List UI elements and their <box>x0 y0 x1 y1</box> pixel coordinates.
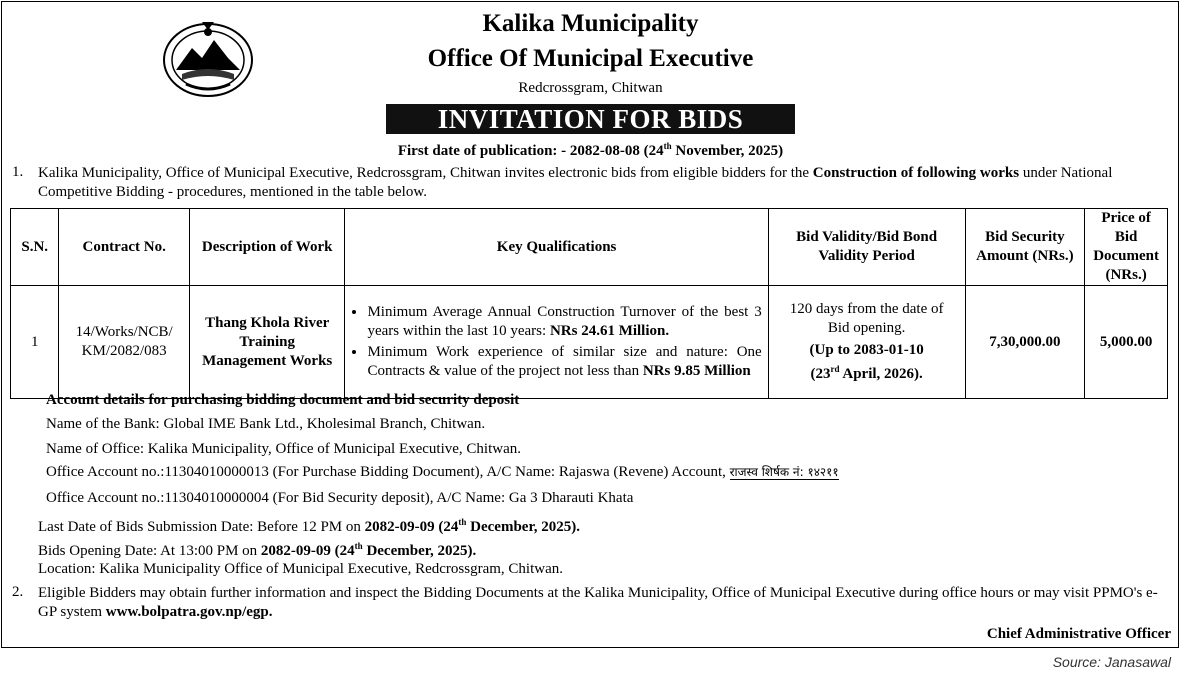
office-address: Redcrossgram, Chitwan <box>518 80 663 96</box>
bid-opening-date: Bids Opening Date: At 13:00 PM on 2082-09-09 (24th December, 2025). <box>38 541 477 559</box>
para2-text: Eligible Bidders may obtain further information and inspect the Bidding Documents at the Kalika Municipality, Office of Municipal Executive during office hours or may visit PPMO's e-GP system www.bolpatra.gov.np/egp. <box>38 585 1158 620</box>
publication-date: First date of publication: - 2082-08-08 (24th November, 2025) <box>397 141 784 159</box>
invitation-banner: INVITATION FOR BIDS <box>386 104 795 134</box>
para1-text: Kalika Municipality, Office of Municipal Executive, Redcrossgram, Chitwan invites electronic bids from eligible bidders for the Construction of following works under National Competitive Bidding - procedures, mentioned in the table below. <box>38 165 1113 200</box>
header-key-qualifications: Key Qualifications <box>345 209 768 286</box>
account-heading: Account details for purchasing bidding document and bid security deposit <box>46 392 520 408</box>
municipality-name: Kalika Municipality <box>482 10 699 37</box>
para2-number: 2. <box>12 584 24 600</box>
qualification-item: • Minimum Work experience of similar size and nature: One Contracts & value of the project not less than NRs 9.85 Million <box>367 343 761 381</box>
header-bid-security: Bid Security Amount (NRs.) <box>965 209 1085 286</box>
cell-sn: 1 <box>11 286 59 399</box>
account-line-1: Office Account no.:11304010000013 (For Purchase Bidding Document), A/C Name: Rajaswa (Revene) Account, राजस्व शिर्षक नं: १४२११ <box>46 464 839 480</box>
location-line: Location: Kalika Municipality Office of Municipal Executive, Redcrossgram, Chitwan. <box>38 561 563 577</box>
source-credit: Source: Janasawal <box>1052 654 1171 670</box>
egp-link[interactable]: www.bolpatra.gov.np/egp. <box>105 604 273 620</box>
table-row <box>11 286 1168 399</box>
office-name: Office Of Municipal Executive <box>427 45 754 72</box>
last-submission-date: Last Date of Bids Submission Date: Before 12 PM on 2082-09-09 (24th December, 2025). <box>38 517 580 535</box>
office-name-line: Name of Office: Kalika Municipality, Office of Municipal Executive, Chitwan. <box>46 441 521 457</box>
header-description: Description of Work <box>189 209 345 286</box>
cell-contract-no: 14/Works/NCB/ KM/2082/083 <box>59 286 189 399</box>
revenue-heading-nepali: राजस्व शिर्षक नं: १४२११ <box>729 465 839 479</box>
header-price-of-document: Price of Bid Document (NRs.) <box>1085 209 1168 286</box>
qualification-item: • Minimum Average Annual Construction Turnover of the best 3 years within the last 10 years: NRs 24.61 Million. <box>367 303 761 341</box>
cell-bid-validity: 120 days from the date of Bid opening. (Up to 2083-01-10 (23rd April, 2026). <box>768 286 965 399</box>
cell-description: Thang Khola River Training Management Works <box>189 286 345 399</box>
header-bid-validity: Bid Validity/Bid Bond Validity Period <box>768 209 965 286</box>
signature-title: Chief Administrative Officer <box>986 626 1171 642</box>
bank-name: Name of the Bank: Global IME Bank Ltd., Kholesimal Branch, Chitwan. <box>46 416 486 432</box>
cell-price: 5,000.00 <box>1085 286 1168 399</box>
cell-key-qualifications <box>345 286 768 399</box>
account-line-2: Office Account no.:11304010000004 (For Bid Security deposit), A/C Name: Ga 3 Dharauti Khata <box>46 490 634 506</box>
bids-table <box>10 208 1168 399</box>
cell-bid-security: 7,30,000.00 <box>965 286 1085 399</box>
para1-number: 1. <box>12 164 24 180</box>
table-header-row <box>11 209 1168 286</box>
header-sn: S.N. <box>11 209 59 286</box>
header-contract-no: Contract No. <box>59 209 189 286</box>
